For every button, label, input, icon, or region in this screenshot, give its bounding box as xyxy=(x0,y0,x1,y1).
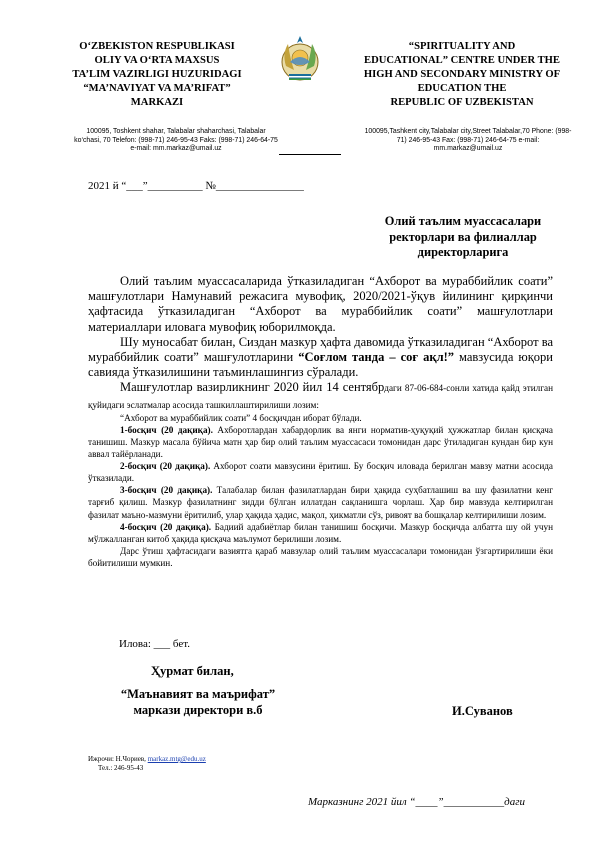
body-paragraph xyxy=(88,335,553,381)
header-right-line: “SPIRITUALITY AND xyxy=(408,41,516,52)
header-right-line: EDUCATIONAL” CENTRE UNDER THE xyxy=(364,55,560,66)
stage-text: Бадиий адабиётлар билан танишиш босқичи. Мазкур босқичда албатта шу ой учун мўлжалланган китоб ҳақида қисқача маълумот берилиши лозим. xyxy=(88,521,553,544)
body-text: Шу муносабат билан, Сиздан мазкур ҳафта давомида ўтказиладиган “Ахборот ва мураббийлик соати” машғулотларини xyxy=(88,334,553,365)
body-paragraph: Олий таълим муассасаларида ўтказиладиган “Ахборот ва мураббийлик соати” машғулотлари Намунавий режасига мувофиқ, 2020/2021-ўқув йилининг қирқинчи ҳафтасида ўтказиладиган “Ахборот ва мураббийлик соати” машғулотлари материаллари иловага мувофиқ юборилмоқда. xyxy=(88,274,553,334)
header-right-org xyxy=(350,40,574,110)
stage-text: Ахборотлардан хабардорлик ва янги норматив-ҳуқуқий ҳужжатлар билан қисқача танишиш. Мазкур масала бўйича матн ҳар бир олий таълим муассасаси томонидан дарс ўтиладиган кундан бир кун аввал тайёрланади. xyxy=(88,424,553,460)
executor-info xyxy=(88,755,206,773)
body-text: мавзусида юқори савияда ўтказилишини таъминлашингиз сўралади. xyxy=(88,350,553,380)
addressee-line: Олий таълим муассасалари xyxy=(384,214,542,228)
closing-regards: Ҳурмат билан, xyxy=(151,664,234,678)
signatory-title xyxy=(110,686,286,718)
stage-text: Талабалар билан фазилатлардан бири ҳақида суҳбатлашиш ва шу фазилатни кенг тарғиб қилиш. Мазкур фазилатнинг зидди бўлган иллатдан сақланишга чорлаш. Ҳар бир мавзуда келтирилган фазилат маъно-мазмуни ёритилиб, улар ҳақида ҳадис, мақол, ҳикматли сўз, ривоят ва бошқалар келтирилиши лозим. xyxy=(88,485,553,520)
executor-email-link[interactable]: markaz.mtg@edu.uz xyxy=(147,755,206,763)
executor-label: Ижрочи: Н.Чориев, xyxy=(88,755,148,763)
stage-paragraph xyxy=(88,424,553,460)
registry-footer: Марказнинг 2021 йил “____”___________даги xyxy=(308,796,526,808)
stage-label: 1-босқич (20 дақиқа). xyxy=(120,424,213,435)
header-right-line: REPUBLIC OF UZBEKISTAN xyxy=(390,97,534,108)
header-left-line: OLIY VA O‘RTA MAXSUS xyxy=(94,55,220,66)
header-left-line: “MA’NAVIYAT VA MA’RIFAT” xyxy=(83,83,231,94)
uzbekistan-emblem-icon xyxy=(278,30,322,90)
stage-label: 4-босқич (20 дақиқа). xyxy=(120,521,212,532)
stage-text: Ахборот соати мавзусини ёритиш. Бу босқич иловада берилган мавзу матни асосида ўтказилади. xyxy=(88,461,553,484)
body-text: даги 87-06-684-сонли хатида қайд этилган қуйидаги эслатмалар асосида ташкиллаштирилиши лозим: xyxy=(88,383,554,410)
header-left-address: 100095, Toshkent shahar, Talabalar shaharchasi, Talabalar ko‘chasi, 70 Telefon: (998-71) 246-95-43 Faks: (998-71) 246-64-75 e-mail: mm.markaz@umail.uz xyxy=(74,128,278,153)
body-paragraph: Дарс ўтиш ҳафтасидаги вазиятга қараб мавзулар олий таълим муассасалари томонидан ўзгартирилиши ёки бойитилиши мумкин. xyxy=(88,545,553,568)
stage-paragraph xyxy=(88,484,553,520)
header-right-address: 100095,Tashkent city,Talabalar city,Street Talabalar,70 Phone: (998-71) 246-95-43 Fax: (998-71) 246-64-75 e-mail: mm.markaz@umail.uz xyxy=(364,128,572,153)
signatory-title-line: маркази директори в.б xyxy=(133,703,263,717)
header-left-line: O‘ZBEKISTON RESPUBLIKASI xyxy=(79,41,235,52)
stage-label: 2-босқич (20 дақиқа). xyxy=(120,461,211,472)
header-left-line: MARKAZI xyxy=(130,97,184,108)
addressee-line: директорларига xyxy=(417,245,509,259)
header-right-line: HIGH AND SECONDARY MINISTRY OF xyxy=(363,69,561,80)
stage-paragraph xyxy=(88,460,553,484)
date-number-line: 2021 й “___”__________ №________________ xyxy=(88,180,304,192)
body-paragraph: “Ахборот ва мураббийлик соати” 4 босқичдан иборат бўлади. xyxy=(120,412,362,423)
stage-label: 3-босқич (20 дақиқа). xyxy=(120,485,213,496)
body-text: Машғулотлар вазирликнинг 2020 йил 14 сентябр xyxy=(120,380,385,395)
addressee-line: ректорлари ва филиаллар xyxy=(389,229,537,244)
signatory-name: И.Суванов xyxy=(452,704,513,718)
stage-paragraph xyxy=(88,521,553,545)
executor-phone: Тел.: 246-95-43 xyxy=(98,764,144,772)
header-left-org xyxy=(62,40,252,110)
letter-body xyxy=(88,274,553,569)
signatory-title-line: “Маънавият ва маърифат” xyxy=(120,687,276,701)
header-left-line: TA’LIM VAZIRLIGI HUZURIDAGI xyxy=(72,69,242,80)
event-topic: “Соғлом танда – соғ ақл!” xyxy=(298,350,454,365)
addressee-block xyxy=(372,214,554,261)
header-right-line: EDUCATION THE xyxy=(417,83,507,94)
appendix-note: Илова: ___ бет. xyxy=(119,638,190,650)
header-divider xyxy=(279,154,341,155)
body-paragraph xyxy=(88,380,553,412)
